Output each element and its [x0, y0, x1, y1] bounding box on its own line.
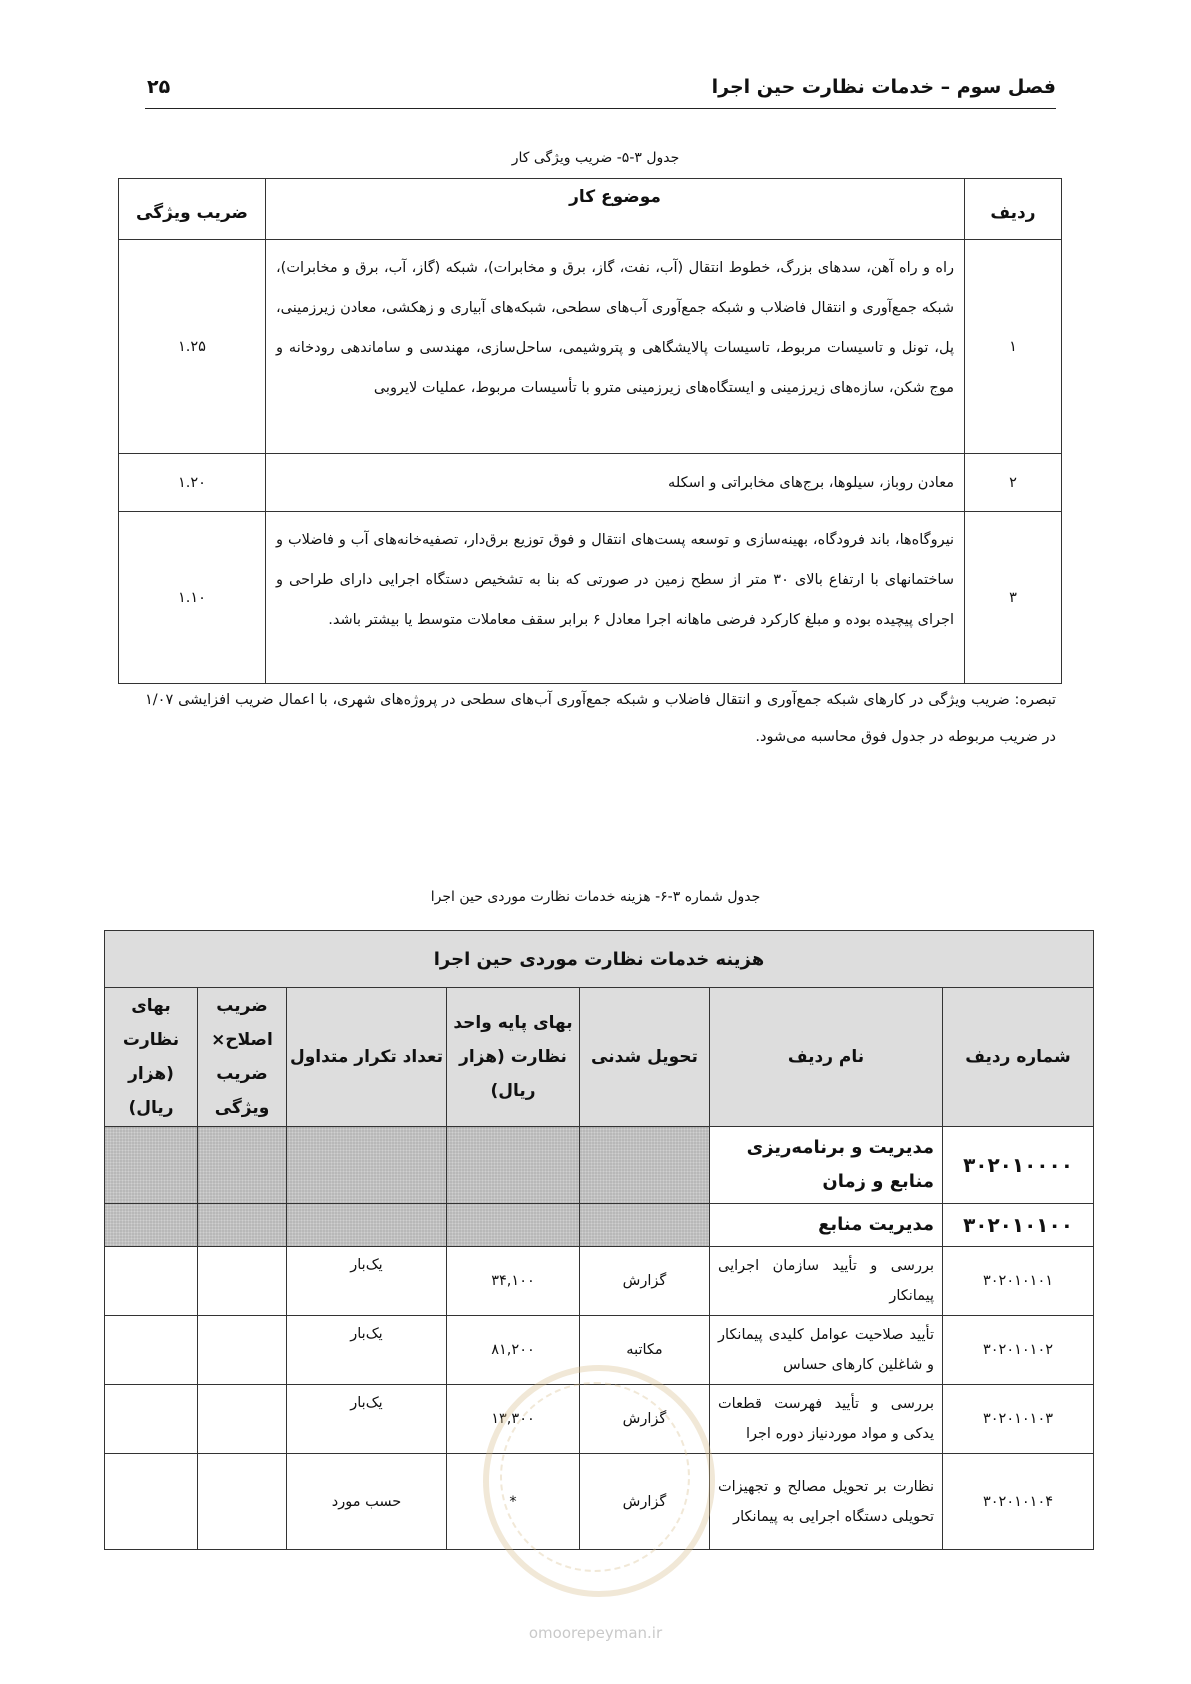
shaded-cell: [287, 1204, 447, 1247]
shaded-cell: [198, 1127, 287, 1204]
row-subject: معادن روباز، سیلوها، برج‌های مخابراتی و اسکله: [266, 454, 965, 512]
chapter-title: فصل سوم – خدمات نظارت حین اجرا: [711, 76, 1056, 98]
header-coefficient: ضریب ویژگی: [119, 179, 266, 240]
table1-caption: جدول ۳-۵- ضریب ویژگی کار: [511, 150, 680, 166]
row-repeat: یک‌بار: [287, 1385, 447, 1454]
row-code: ۳۰۲۰۱۰۱۰۱: [943, 1247, 1094, 1316]
shaded-cell: [447, 1127, 580, 1204]
header-code: شماره ردیف: [943, 988, 1094, 1127]
row-name: تأیید صلاحیت عوامل کلیدی پیمانکار و شاغلین کارهای حساس: [710, 1316, 943, 1385]
row-supervision-price: [105, 1454, 198, 1550]
table-title-row: [105, 931, 1094, 988]
header-repeat: تعداد تکرار متداول: [287, 988, 447, 1127]
row-coefficient: [198, 1454, 287, 1550]
shaded-cell: [105, 1127, 198, 1204]
group-row: [105, 1127, 1094, 1204]
page-number: ۲۵: [147, 76, 171, 98]
shaded-cell: [105, 1204, 198, 1247]
row-repeat: حسب مورد: [287, 1454, 447, 1550]
table-header-row: [105, 988, 1094, 1127]
table-header-row: [119, 179, 1062, 240]
group-name: مدیریت منابع: [710, 1204, 943, 1247]
row-name: نظارت بر تحویل مصالح و تجهیزات تحویلی دستگاه اجرایی به پیمانکار: [710, 1454, 943, 1550]
watermark-text: omoorepeyman.ir: [528, 1624, 663, 1642]
row-coefficient: ۱.۲۰: [119, 454, 266, 512]
row-code: ۳۰۲۰۱۰۱۰۲: [943, 1316, 1094, 1385]
table-title: هزینه خدمات نظارت موردی حین اجرا: [105, 931, 1094, 988]
row-deliverable: مکاتبه: [580, 1316, 710, 1385]
table-row: [119, 512, 1062, 684]
row-number: ۱: [965, 240, 1062, 454]
table2-caption: جدول شماره ۳-۶- هزینه خدمات نظارت موردی حین اجرا: [430, 889, 761, 905]
row-base-price: ۱۳,۳۰۰: [447, 1385, 580, 1454]
table-row: [119, 240, 1062, 454]
shaded-cell: [580, 1127, 710, 1204]
page-header: [145, 72, 1056, 109]
row-name: بررسی و تأیید فهرست قطعات یدکی و مواد موردنیاز دوره اجرا: [710, 1385, 943, 1454]
header-name: نام ردیف: [710, 988, 943, 1127]
row-supervision-price: [105, 1247, 198, 1316]
group-row: [105, 1204, 1094, 1247]
row-coefficient: ۱.۱۰: [119, 512, 266, 684]
shaded-cell: [580, 1204, 710, 1247]
row-subject: نیروگاه‌ها، باند فرودگاه، بهینه‌سازی و توسعه پست‌های انتقال و فوق توزیع برق‌دار، تصفیه‌خانه‌های آب و فاضلاب و ساختمانهای با ارتفاع بالای ۳۰ متر از سطح زمین در صورتی که بنا به تشخیص دستگاه اجرایی دارای طراحی و اجرای پیچیده بوده و مبلغ کارکرد فرضی ماهانه اجرا معادل ۶ برابر سقف معاملات متوسط یا بیشتر باشد.: [266, 512, 965, 684]
header-subject: موضوع کار: [266, 179, 965, 240]
row-deliverable: گزارش: [580, 1247, 710, 1316]
work-coefficient-table: [118, 178, 1062, 684]
row-number: ۲: [965, 454, 1062, 512]
header-base-price: بهای پایه واحد نظارت (هزار ریال): [447, 988, 580, 1127]
row-supervision-price: [105, 1385, 198, 1454]
row-deliverable: گزارش: [580, 1385, 710, 1454]
group-code: ۳۰۲۰۱۰۰۰۰: [943, 1127, 1094, 1204]
header-supervision-price: بهای نظارت (هزار ریال): [105, 988, 198, 1127]
table1-note: تبصره: ضریب ویژگی در کارهای شبکه جمع‌آوری و انتقال فاضلاب و شبکه جمع‌آوری آب‌های سطحی در پروژه‌های شهری، با اعمال ضریب افزایشی ۱/۰۷ در ضریب مربوطه در جدول فوق محاسبه می‌شود.: [145, 692, 1056, 745]
header-row-number: ردیف: [965, 179, 1062, 240]
group-name: مدیریت و برنامه‌ریزی منابع و زمان: [710, 1127, 943, 1204]
row-deliverable: گزارش: [580, 1454, 710, 1550]
shaded-cell: [287, 1127, 447, 1204]
watermark-seal-inner: [500, 1382, 690, 1572]
row-name: بررسی و تأیید سازمان اجرایی پیمانکار: [710, 1247, 943, 1316]
header-coefficient: ضریب اصلاح× ضریب ویژگی: [198, 988, 287, 1127]
row-repeat: یک‌بار: [287, 1247, 447, 1316]
row-coefficient: [198, 1385, 287, 1454]
row-coefficient: [198, 1247, 287, 1316]
row-code: ۳۰۲۰۱۰۱۰۴: [943, 1454, 1094, 1550]
row-coefficient: ۱.۲۵: [119, 240, 266, 454]
row-base-price: ۸۱,۲۰۰: [447, 1316, 580, 1385]
row-base-price: *: [447, 1454, 580, 1550]
group-code: ۳۰۲۰۱۰۱۰۰: [943, 1204, 1094, 1247]
row-coefficient: [198, 1316, 287, 1385]
row-base-price: ۳۴,۱۰۰: [447, 1247, 580, 1316]
row-repeat: یک‌بار: [287, 1316, 447, 1385]
row-code: ۳۰۲۰۱۰۱۰۳: [943, 1385, 1094, 1454]
shaded-cell: [198, 1204, 287, 1247]
shaded-cell: [447, 1204, 580, 1247]
header-deliverable: تحویل شدنی: [580, 988, 710, 1127]
table-row: [119, 454, 1062, 512]
row-number: ۳: [965, 512, 1062, 684]
row-supervision-price: [105, 1316, 198, 1385]
row-subject: راه و راه آهن، سدهای بزرگ، خطوط انتقال (آب، نفت، گاز، برق و مخابرات)، شبکه (گاز، آب، برق و مخابرات)، شبکه جمع‌آوری و انتقال فاضلاب و شبکه جمع‌آوری آب‌های سطحی، شبکه‌های آبیاری و زهکشی، معادن زیرزمینی، پل، تونل و تاسیسات مربوط، تاسیسات پالایشگاهی و پتروشیمی، ساحل‌سازی، مهندسی و ساماندهی رودخانه و موج شکن، سازه‌های زیرزمینی و ایستگاه‌های زیرزمینی مترو با تأسیسات مربوط، عملیات لایروبی: [266, 240, 965, 454]
table-row: [105, 1247, 1094, 1316]
